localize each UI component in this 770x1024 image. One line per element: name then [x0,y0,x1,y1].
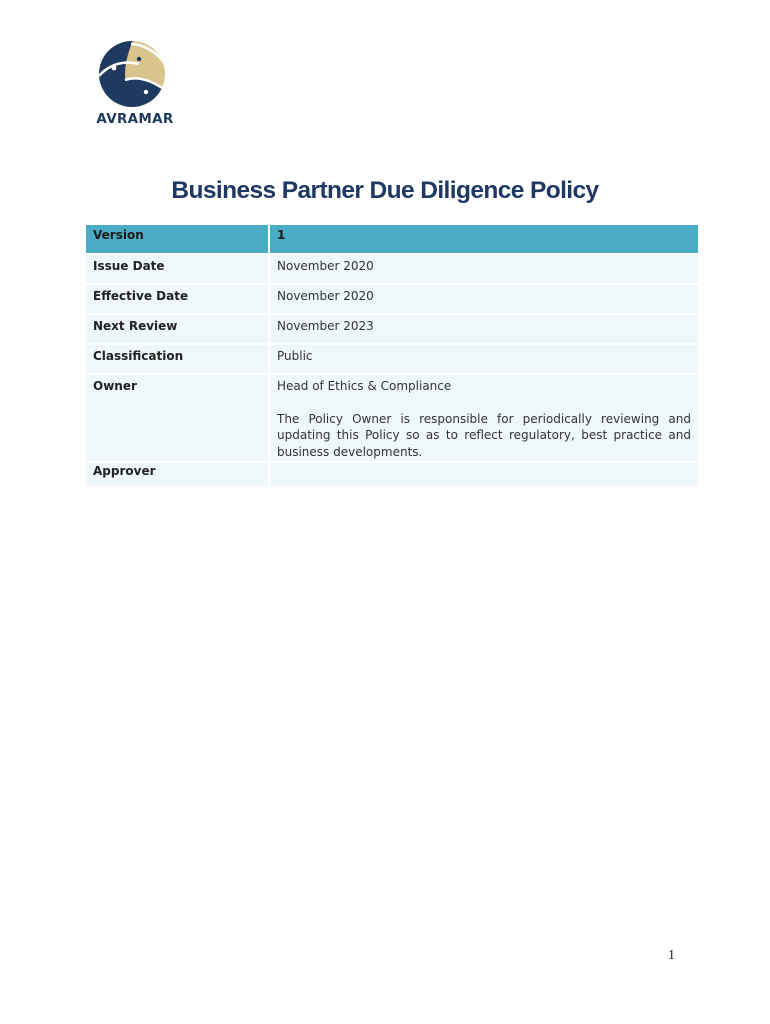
issue-date-label: Issue Date [86,254,269,284]
owner-value: Head of Ethics & Compliance [277,379,452,393]
table-row [86,344,698,374]
fish-emblem-icon [95,40,169,108]
version-value: 1 [269,225,698,254]
owner-cell [269,374,698,462]
company-logo [90,38,180,133]
table-row [86,254,698,284]
logo-wordmark: AVRAMAR [96,111,174,127]
table-row [86,314,698,344]
table-row [86,284,698,314]
effective-date-value: November 2020 [269,284,698,314]
document-metadata-table [86,225,698,488]
approver-value [269,462,698,487]
effective-date-label: Effective Date [86,284,269,314]
next-review-value: November 2023 [269,314,698,344]
approver-label: Approver [86,462,269,487]
table-row [86,462,698,487]
classification-label: Classification [86,344,269,374]
table-header-row [86,225,698,254]
issue-date-value: November 2020 [269,254,698,284]
version-label: Version [86,225,269,254]
owner-responsibility-note: The Policy Owner is responsible for periodically reviewing and updating this Policy so as to reflect regulatory, best practice and business developments. [277,411,691,459]
owner-label: Owner [86,374,269,462]
table-row [86,374,698,462]
classification-value: Public [269,344,698,374]
page-number: 1 [668,948,675,963]
next-review-label: Next Review [86,314,269,344]
document-title: Business Partner Due Diligence Policy [171,177,599,204]
